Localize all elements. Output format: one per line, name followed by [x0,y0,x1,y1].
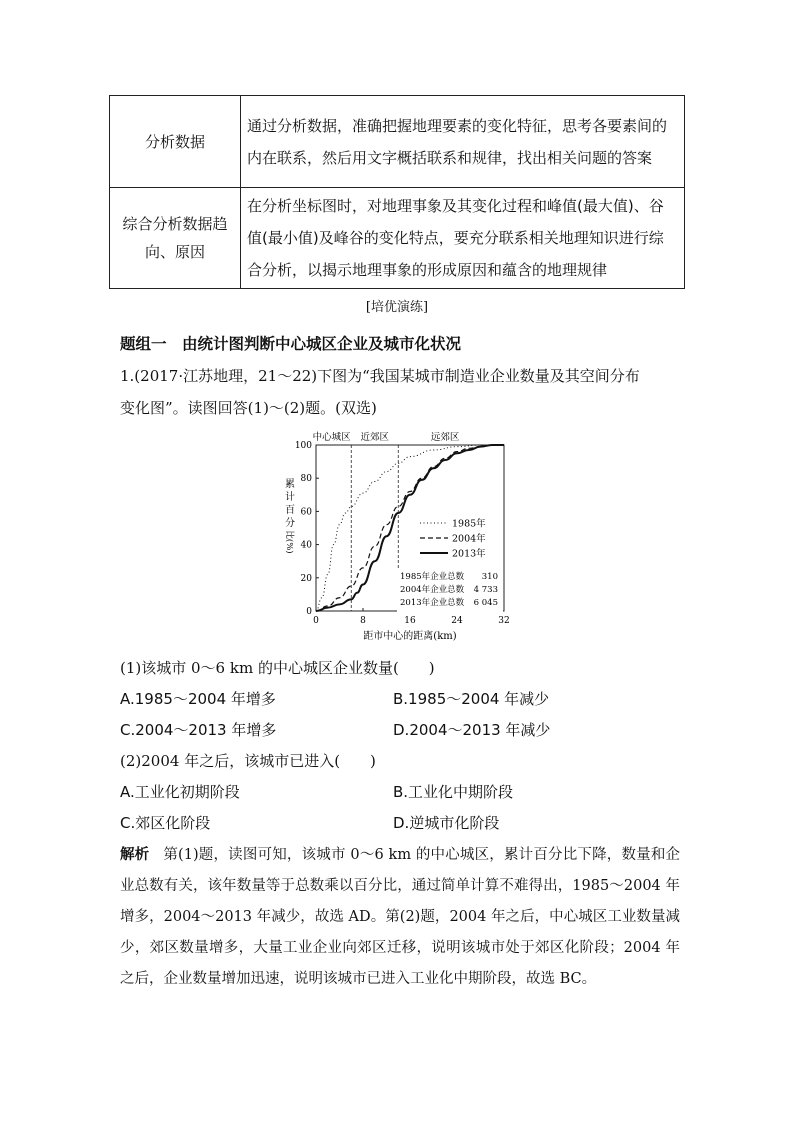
sub1-option-d[interactable]: D.2004～2013 年减少 [393,721,551,739]
total-value: 6 045 [473,598,498,608]
table-cell-content: 在分析坐标图时，对地理事象及其变化过程和峰值(最大值)、谷值(最小值)及峰谷的变化特点，要充分联系相关地理知识进行综合分析，以揭示地理事象的形成原因和蕴含的地理规律 [241,188,685,289]
table-cell-label: 分析数据 [110,96,241,188]
total-label: 2013年企业总数 [400,598,465,608]
table-row [110,96,685,188]
y-axis-label-char: 分 [285,518,295,529]
section-title: [培优演练] [365,300,429,315]
total-label: 2004年企业总数 [400,585,465,595]
zone-label: 近郊区 [360,432,390,443]
x-tick-label: 16 [404,616,416,626]
cumulative-percent-chart [270,425,520,645]
sub2-option-d[interactable]: D.逆城市化阶段 [393,814,500,832]
sub2-option-a[interactable]: A.工业化初期阶段 [120,783,240,801]
total-value: 310 [481,572,498,582]
legend-label: 2013年 [452,548,486,560]
sub2-option-c[interactable]: C.郊区化阶段 [120,814,211,832]
x-tick-label: 24 [451,616,463,626]
total-value: 4 733 [473,585,498,595]
x-tick-label: 32 [498,616,510,626]
y-tick-label: 20 [300,573,312,584]
x-tick-label: 8 [360,616,366,626]
y-axis-label-char: 百 [285,505,295,516]
subquestion-1-stem: (1)该城市 0～6 km 的中心城区企业数量( ) [120,659,435,677]
legend-label: 2004年 [452,533,486,545]
explanation-text: 第(1)题，读图可知，该城市 0～6 km 的中心城区，累计百分比下降，数量和企业总数有关，该年数量等于总数乘以百分比，通过简单计算不难得出，1985～2004 年增多，2004～2013 年减少，故选 AD。第(2)题，2004 年之后，中心城区工业数量减少，郊区数量增多，大量工业企业向郊区迁移，说明该城市处于郊区化阶段；2004 年之后，企业数量增加迅速，说明该城市已进入工业化中期阶段，故选 BC。 [120,847,680,987]
zone-label: 远郊区 [430,432,460,443]
y-tick-label: 0 [306,607,312,617]
y-axis-label-char: 计 [285,492,295,503]
sub1-option-a[interactable]: A.1985～2004 年增多 [120,690,276,708]
y-axis-label-char: 累 [285,479,295,490]
sub1-option-c[interactable]: C.2004～2013 年增多 [120,721,277,739]
y-axis-label-unit: 比(%) [284,530,294,554]
question-intro-line1: 1.(2017·江苏地理，21～22)下图为“我国某城市制造业企业数量及其空间分布 [120,367,640,385]
y-tick-label: 100 [294,441,312,451]
y-tick-label: 60 [300,507,312,518]
explanation [120,840,680,995]
sub2-option-b[interactable]: B.工业化中期阶段 [393,783,514,801]
table-cell-content: 通过分析数据，准确把握地理要素的变化特征，思考各要素间的内在联系，然后用文字概括联系和规律，找出相关问题的答案 [241,96,685,188]
method-table [109,95,685,289]
x-axis-label: 距市中心的距离(km) [363,631,457,642]
table-row [110,188,685,289]
question-intro-line2: 变化图”。读图回答(1)～(2)题。(双选) [120,399,377,417]
x-tick-label: 0 [313,616,319,626]
y-tick-label: 40 [300,540,312,551]
sub1-option-b[interactable]: B.1985～2004 年减少 [393,690,550,708]
table-cell-label: 综合分析数据趋向、原因 [110,188,241,289]
legend-label: 1985年 [452,518,486,530]
chart-plot-area [284,431,510,642]
explanation-label: 解析 [120,847,150,863]
zone-label: 中心城区 [312,432,351,443]
group-title: 题组一 由统计图判断中心城区企业及城市化状况 [120,335,462,353]
subquestion-2-stem: (2)2004 年之后，该城市已进入( ) [120,752,376,770]
y-tick-label: 80 [300,474,312,485]
total-label: 1985年企业总数 [400,572,465,582]
